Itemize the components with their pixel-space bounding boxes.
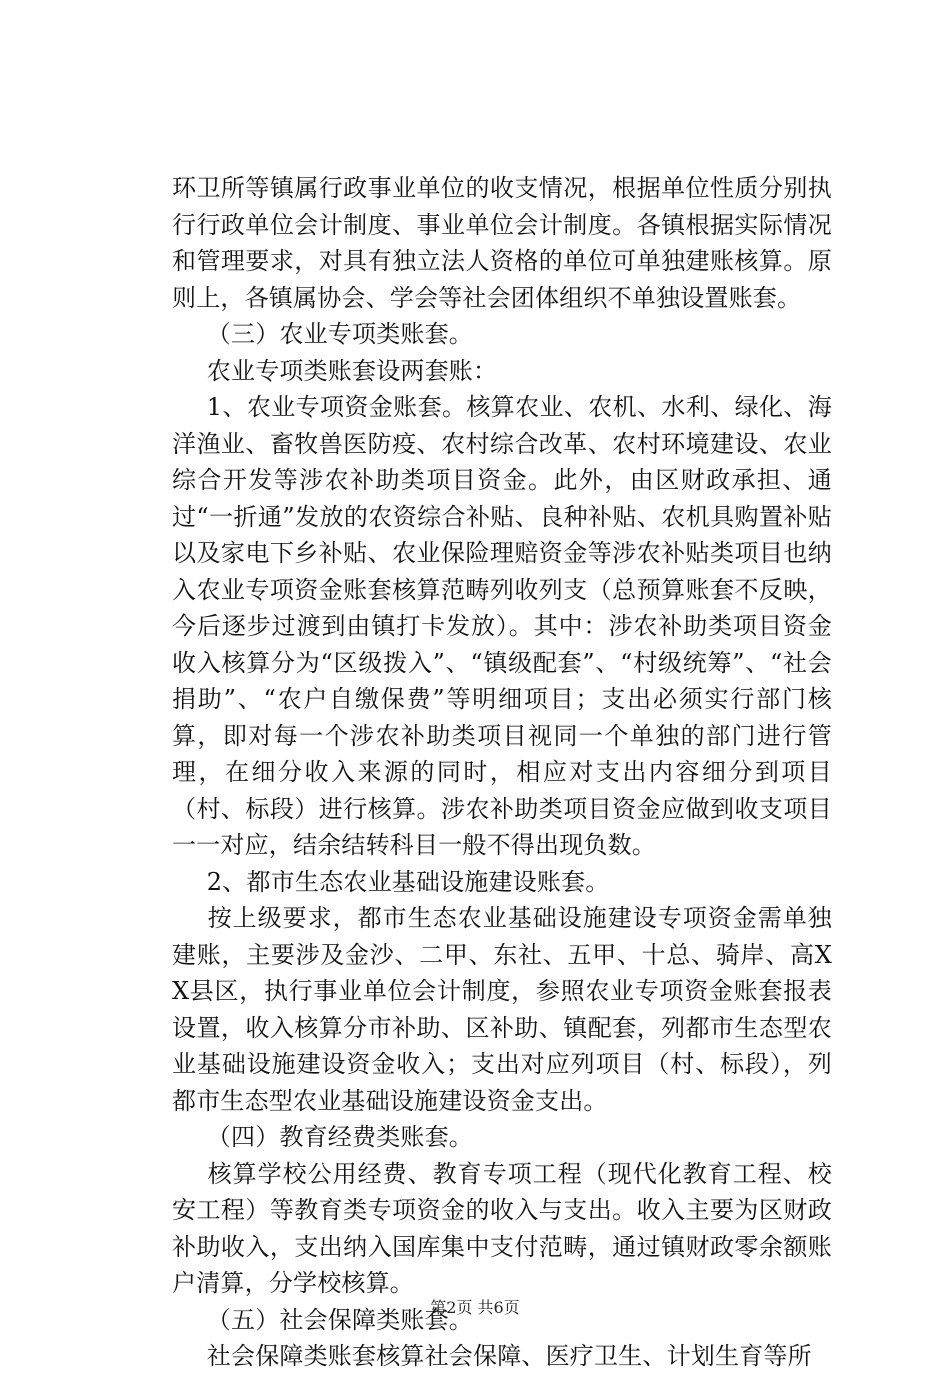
paragraph: 核算学校公用经费、教育专项工程（现代化教育工程、校安工程）等教育类专项资金的收入与支出。收入主要为区财政补助收入，支出纳入国库集中支付范畴，通过镇财政零余额账户清算，分学校核算。 [172,1159,832,1297]
document-body [172,170,832,1375]
section-heading: （五）社会保障类账套。 [206,1305,473,1334]
paragraph: 农业专项类账套设两套账： [206,356,498,385]
section-heading: （三）农业专项类账套。 [206,320,473,348]
section-heading: （四）教育经费类账套。 [206,1123,473,1151]
list-item: 1、农业专项资金账套。核算农业、农机、水利、绿化、海洋渔业、畜牧兽医防疫、农村综合改革、农村环境建设、农业综合开发等涉农补助类项目资金。此外，由区财政承担、通过“一折通”发放的农资综合补贴、良种补贴、农机具购置补贴以及家电下乡补贴、农业保险理赔资金等涉农补贴类项目也纳入农业专项资金账套核算范畴列收列支（总预算账套不反映，今后逐步过渡到由镇打卡发放）。其中：涉农补助类项目资金收入核算分为“区级拨入”、“镇级配套”、“村级统筹”、“社会捐助”、“农户自缴保费”等明细项目；支出必须实行部门核算，即对每一个涉农补助类项目视同一个单独的部门进行管理，在细分收入来源的同时，相应对支出内容细分到项目（村、标段）进行核算。涉农补助类项目资金应做到收支项目一一对应，结余结转科目一般不得出现负数。 [172,393,832,859]
paragraph: 社会保障类账套核算社会保障、医疗卫生、计划生育等所 [206,1342,812,1370]
paragraph: 按上级要求，都市生态农业基础设施建设专项资金需单独建账，主要涉及金沙、二甲、东社、五甲、十总、骑岸、高XX县区，执行事业单位会计制度，参照农业专项资金账套报表设置，收入核算分市补助、区补助、镇配套，列都市生态型农业基础设施建设资金收入；支出对应列项目（村、标段），列都市生态型农业基础设施建设资金支出。 [172,904,832,1115]
list-item: 2、都市生态农业基础设施建设账套。 [206,867,610,896]
paragraph: 环卫所等镇属行政事业单位的收支情况，根据单位性质分别执行行政单位会计制度、事业单位会计制度。各镇根据实际情况和管理要求，对具有独立法人资格的单位可单独建账核算。原则上，各镇属协会、学会等社会团体组织不单独设置账套。 [172,174,832,312]
page-footer: 第2页 共6页 [430,1298,520,1317]
